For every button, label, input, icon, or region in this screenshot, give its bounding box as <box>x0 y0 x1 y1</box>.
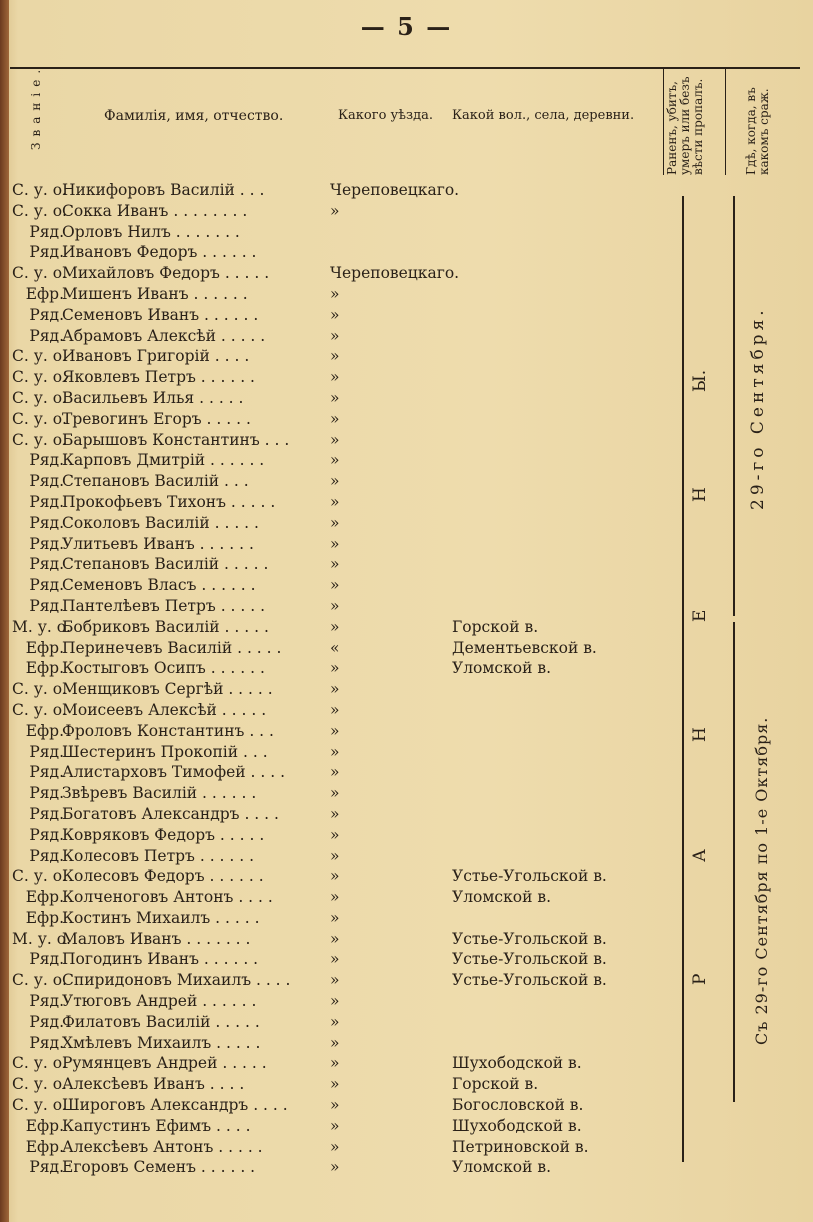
table-row <box>0 1074 813 1095</box>
county-cell: » <box>330 700 340 719</box>
table-row <box>0 1116 813 1137</box>
rank-cell: С. у. о. <box>12 680 67 699</box>
where-column-divider <box>725 68 726 175</box>
county-cell: » <box>330 201 340 220</box>
name-cell: Улитьевъ Иванъ . . . . . . <box>62 534 254 553</box>
rank-cell: Ряд. <box>29 451 64 470</box>
status-brace-line <box>682 196 684 1162</box>
rank-cell: Ряд. <box>29 326 64 345</box>
name-cell: Алистарховъ Тимофей . . . . <box>62 763 286 782</box>
parish-cell: Шухободской в. <box>452 1054 582 1073</box>
table-row <box>0 679 813 700</box>
county-cell: » <box>330 451 340 470</box>
table-row <box>0 1137 813 1158</box>
table-row <box>0 887 813 908</box>
status-letter-1: Ы. <box>690 369 710 392</box>
name-cell: Капустинъ Ефимъ . . . . <box>62 1116 251 1135</box>
table-row <box>0 1012 813 1033</box>
county-cell: » <box>330 472 340 491</box>
table-row <box>0 284 813 305</box>
name-cell: Степановъ Василій . . . . . <box>62 555 269 574</box>
county-cell: » <box>330 971 340 990</box>
county-cell: » <box>330 492 340 511</box>
table-row <box>0 1157 813 1178</box>
rank-cell: Ряд. <box>29 534 64 553</box>
rank-cell: С. у. о. <box>12 181 67 199</box>
rank-cell: М. у. о. <box>12 617 71 636</box>
where-brace-line-2 <box>733 622 735 1102</box>
table-row <box>0 450 813 471</box>
table-top-rule <box>10 67 800 69</box>
name-cell: Моисеевъ Алексѣй . . . . . <box>62 700 267 719</box>
table-row <box>0 762 813 783</box>
rank-cell: Ряд. <box>29 742 64 761</box>
page-number: — 5 — <box>360 12 453 41</box>
county-cell: » <box>330 1033 340 1052</box>
rank-cell: С. у. о. <box>12 700 67 719</box>
name-cell: Карповъ Дмитрій . . . . . . <box>62 451 265 470</box>
name-cell: Хмѣлевъ Михаилъ . . . . . <box>62 1033 261 1052</box>
rank-cell: Ряд. <box>29 305 64 324</box>
battle-date-2: Съ 29-го Сентября по 1-е Октября. <box>752 716 771 1045</box>
county-cell: » <box>330 659 340 678</box>
header-county: Какого уѣзда. <box>338 108 433 123</box>
table-row <box>0 638 813 659</box>
rank-cell: Ефр. <box>25 1116 64 1135</box>
table-row <box>0 242 813 263</box>
header-rank: Званіе. <box>29 63 43 150</box>
status-letter-4: Н <box>690 727 710 742</box>
table-row <box>0 513 813 534</box>
rank-cell: Ряд. <box>29 243 64 262</box>
county-cell: » <box>330 1137 340 1156</box>
parish-cell: Уломской в. <box>452 659 552 678</box>
status-letter-3: Е <box>690 609 710 622</box>
county-cell: » <box>330 409 340 428</box>
name-cell: Пантелѣевъ Петръ . . . . . <box>62 596 266 615</box>
county-cell: » <box>330 763 340 782</box>
rank-cell: Ефр. <box>25 659 64 678</box>
table-row <box>0 1033 813 1054</box>
name-cell: Алексѣевъ Иванъ . . . . <box>62 1075 245 1094</box>
county-cell: » <box>330 680 340 699</box>
county-cell: » <box>330 784 340 803</box>
county-cell: Череповецкаго. <box>330 181 460 199</box>
name-cell: Филатовъ Василій . . . . . <box>62 1012 260 1031</box>
table-row <box>0 1053 813 1074</box>
rank-cell: Ряд. <box>29 596 64 615</box>
name-cell: Фроловъ Константинъ . . . <box>62 721 274 740</box>
county-cell: » <box>330 825 340 844</box>
table-row <box>0 991 813 1012</box>
table-row <box>0 908 813 929</box>
where-brace-line-1 <box>733 196 735 616</box>
county-cell: » <box>330 596 340 615</box>
header-parish: Какой вол., села, деревни. <box>452 108 635 123</box>
name-cell: Алексѣевъ Антонъ . . . . . <box>62 1137 263 1156</box>
rank-cell: Ряд. <box>29 992 64 1011</box>
table-row <box>0 783 813 804</box>
table-row <box>0 534 813 555</box>
rank-cell: Ряд. <box>29 222 64 241</box>
name-cell: Ивановъ Федоръ . . . . . . <box>62 243 257 262</box>
rank-cell: Ряд. <box>29 472 64 491</box>
county-cell: » <box>330 430 340 449</box>
name-cell: Семеновъ Власъ . . . . . . <box>62 576 256 595</box>
county-cell: » <box>330 326 340 345</box>
county-cell: » <box>330 742 340 761</box>
rank-cell: С. у. о. <box>12 430 67 449</box>
name-cell: Орловъ Нилъ . . . . . . . <box>62 222 240 241</box>
battle-date-1: 29-го Сентября. <box>748 306 768 510</box>
rank-cell: Ефр. <box>25 284 64 303</box>
name-cell: Колченоговъ Антонъ . . . . <box>62 888 273 907</box>
header-where: Гдѣ, когда, въ какомъ сраж. <box>744 87 771 175</box>
rank-cell: Ефр. <box>25 638 64 657</box>
table-row <box>0 430 813 451</box>
rank-cell: С. у. о. <box>12 264 67 283</box>
name-cell: Ивановъ Григорій . . . . <box>62 347 250 366</box>
table-row <box>0 554 813 575</box>
parish-cell: Устье-Угольской в. <box>452 971 607 990</box>
status-column-divider <box>663 68 664 175</box>
county-cell: » <box>330 992 340 1011</box>
parish-cell: Уломской в. <box>452 888 552 907</box>
rank-cell: Ефр. <box>25 721 64 740</box>
table-row <box>0 658 813 679</box>
county-cell: » <box>330 1054 340 1073</box>
county-cell: » <box>330 1158 340 1177</box>
header-name: Фамилія, имя, отчество. <box>104 108 284 124</box>
county-cell: » <box>330 1075 340 1094</box>
table-row <box>0 929 813 950</box>
name-cell: Никифоровъ Василій . . . <box>62 181 265 199</box>
name-cell: Барышовъ Константинъ . . . <box>62 430 290 449</box>
parish-cell: Горской в. <box>452 617 539 636</box>
name-cell: Мишенъ Иванъ . . . . . . <box>62 284 248 303</box>
rank-cell: С. у. о. <box>12 971 67 990</box>
county-cell: » <box>330 305 340 324</box>
table-row <box>0 222 813 243</box>
status-letter-6: Р <box>690 973 710 985</box>
rank-cell: Ряд. <box>29 513 64 532</box>
county-cell: » <box>330 846 340 865</box>
parish-cell: Устье-Угольской в. <box>452 929 607 948</box>
county-cell: » <box>330 867 340 886</box>
name-cell: Колесовъ Петръ . . . . . . <box>62 846 255 865</box>
parish-cell: Дементьевской в. <box>452 638 597 657</box>
county-cell: « <box>330 638 340 657</box>
rank-cell: С. у. о. <box>12 388 67 407</box>
name-cell: Михайловъ Федоръ . . . . . <box>62 264 270 283</box>
name-cell: Шестеринъ Прокопій . . . <box>62 742 268 761</box>
county-cell: » <box>330 929 340 948</box>
name-cell: Погодинъ Иванъ . . . . . . <box>62 950 259 969</box>
table-row <box>0 263 813 284</box>
rank-cell: Ряд. <box>29 576 64 595</box>
name-cell: Менщиковъ Сергѣй . . . . . <box>62 680 273 699</box>
rank-cell: Ряд. <box>29 1012 64 1031</box>
county-cell: » <box>330 388 340 407</box>
table-row <box>0 866 813 887</box>
rank-cell: С. у. о. <box>12 201 67 220</box>
county-cell: » <box>330 721 340 740</box>
roster-table-body <box>0 180 813 1178</box>
county-cell: » <box>330 347 340 366</box>
status-letter-2: Н <box>690 487 710 502</box>
rank-cell: С. у. о. <box>12 368 67 387</box>
rank-cell: С. у. о. <box>12 867 67 886</box>
name-cell: Абрамовъ Алексѣй . . . . . <box>62 326 266 345</box>
rank-cell: С. у. о. <box>12 1075 67 1094</box>
county-cell: » <box>330 555 340 574</box>
rank-cell: С. у. о. <box>12 1096 67 1115</box>
table-row <box>0 804 813 825</box>
county-cell: Череповецкаго. <box>330 264 460 283</box>
rank-cell: Ряд. <box>29 1033 64 1052</box>
county-cell: » <box>330 1116 340 1135</box>
rank-cell: Ряд. <box>29 763 64 782</box>
name-cell: Бобриковъ Василій . . . . . <box>62 617 269 636</box>
name-cell: Румянцевъ Андрей . . . . . <box>62 1054 267 1073</box>
county-cell: » <box>330 888 340 907</box>
name-cell: Егоровъ Семенъ . . . . . . <box>62 1158 256 1177</box>
rank-cell: Ряд. <box>29 950 64 969</box>
table-row <box>0 949 813 970</box>
rank-cell: Ефр. <box>25 1137 64 1156</box>
name-cell: Степановъ Василій . . . <box>62 472 249 491</box>
parish-cell: Устье-Угольской в. <box>452 950 607 969</box>
county-cell: » <box>330 534 340 553</box>
county-cell: » <box>330 368 340 387</box>
parish-cell: Петриновской в. <box>452 1137 589 1156</box>
rank-cell: Ефр. <box>25 888 64 907</box>
table-row <box>0 180 813 201</box>
name-cell: Широговъ Александръ . . . . <box>62 1096 288 1115</box>
name-cell: Васильевъ Илья . . . . . <box>62 388 244 407</box>
county-cell: » <box>330 617 340 636</box>
county-cell: » <box>330 1012 340 1031</box>
parish-cell: Уломской в. <box>452 1158 552 1177</box>
table-row <box>0 409 813 430</box>
rank-cell: Ряд. <box>29 825 64 844</box>
county-cell: » <box>330 513 340 532</box>
name-cell: Звѣревъ Василій . . . . . . <box>62 784 257 803</box>
name-cell: Костыговъ Осипъ . . . . . . <box>62 659 265 678</box>
county-cell: » <box>330 284 340 303</box>
name-cell: Сокка Иванъ . . . . . . . . <box>62 201 248 220</box>
county-cell: » <box>330 804 340 823</box>
name-cell: Прокофьевъ Тихонъ . . . . . <box>62 492 276 511</box>
rank-cell: Ефр. <box>25 908 64 927</box>
rank-cell: Ряд. <box>29 1158 64 1177</box>
table-row <box>0 575 813 596</box>
name-cell: Спиридоновъ Михаилъ . . . . <box>62 971 291 990</box>
county-cell: » <box>330 908 340 927</box>
parish-cell: Богословской в. <box>452 1096 584 1115</box>
rank-cell: Ряд. <box>29 555 64 574</box>
rank-cell: Ряд. <box>29 804 64 823</box>
table-row <box>0 305 813 326</box>
table-row <box>0 1095 813 1116</box>
rank-cell: С. у. о. <box>12 409 67 428</box>
header-status: Раненъ, убитъ, умеръ или безъ вѣсти пропалъ. <box>665 76 705 175</box>
table-row <box>0 346 813 367</box>
name-cell: Перинечевъ Василій . . . . . <box>62 638 282 657</box>
rank-cell: Ряд. <box>29 784 64 803</box>
parish-cell: Горской в. <box>452 1075 539 1094</box>
rank-cell: С. у. о. <box>12 1054 67 1073</box>
name-cell: Утюговъ Андрей . . . . . . <box>62 992 257 1011</box>
rank-cell: Ряд. <box>29 492 64 511</box>
county-cell: » <box>330 950 340 969</box>
name-cell: Соколовъ Василій . . . . . <box>62 513 259 532</box>
name-cell: Семеновъ Иванъ . . . . . . <box>62 305 259 324</box>
name-cell: Костинъ Михаилъ . . . . . <box>62 908 260 927</box>
status-letter-5: А <box>690 849 710 862</box>
rank-cell: С. у. о. <box>12 347 67 366</box>
county-cell: » <box>330 1096 340 1115</box>
name-cell: Богатовъ Александръ . . . . <box>62 804 279 823</box>
county-cell: » <box>330 576 340 595</box>
name-cell: Тревогинъ Егоръ . . . . . <box>62 409 251 428</box>
table-row <box>0 201 813 222</box>
table-row <box>0 700 813 721</box>
name-cell: Колесовъ Федоръ . . . . . . <box>62 867 264 886</box>
table-row <box>0 742 813 763</box>
parish-cell: Шухободской в. <box>452 1116 582 1135</box>
name-cell: Яковлевъ Петръ . . . . . . <box>62 368 255 387</box>
name-cell: Маловъ Иванъ . . . . . . . <box>62 929 251 948</box>
name-cell: Ковряковъ Федоръ . . . . . <box>62 825 265 844</box>
table-row <box>0 825 813 846</box>
rank-cell: Ряд. <box>29 846 64 865</box>
rank-cell: М. у. о. <box>12 929 71 948</box>
table-row <box>0 326 813 347</box>
parish-cell: Устье-Угольской в. <box>452 867 607 886</box>
